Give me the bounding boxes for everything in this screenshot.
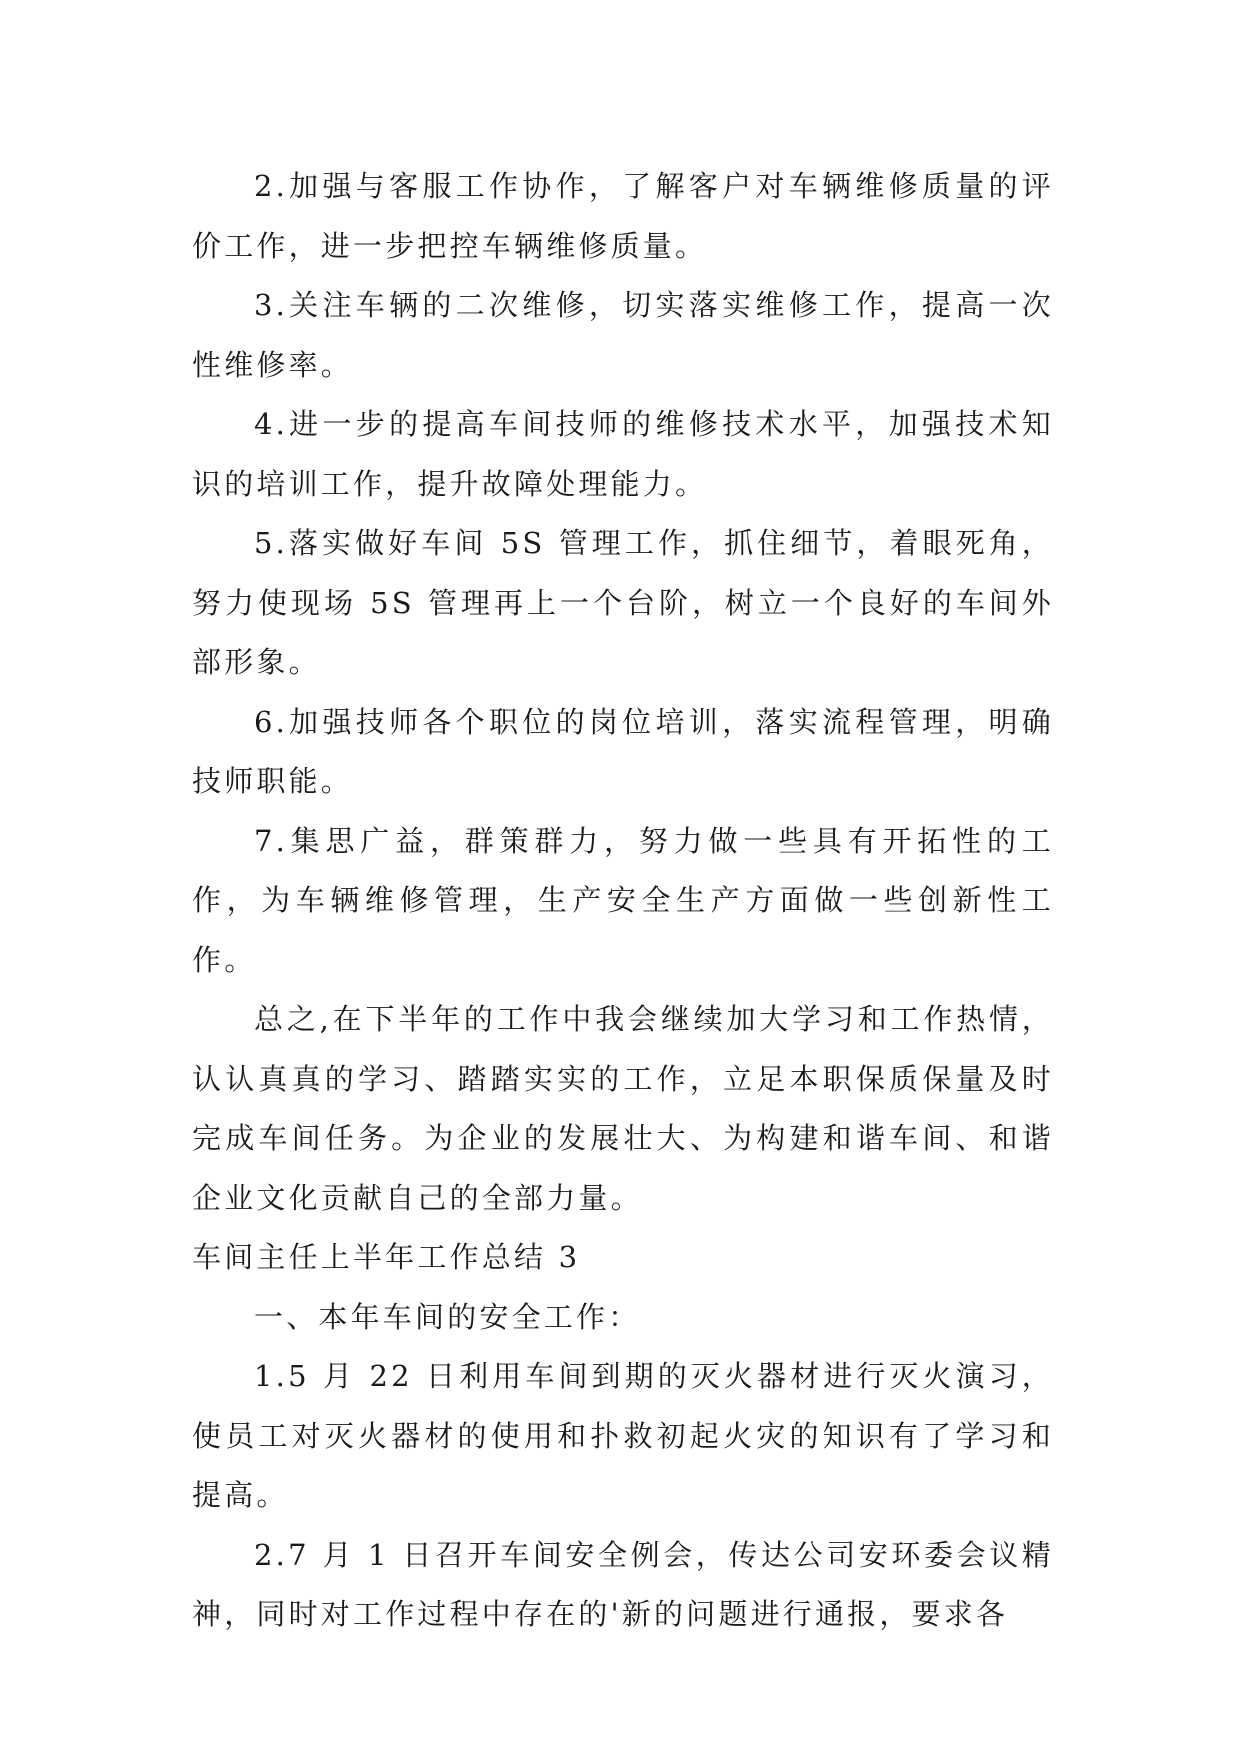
paragraph-item-2: 2.加强与客服工作协作，了解客户对车辆维修质量的评价工作，进一步把控车辆维修质量。 [192, 169, 1054, 263]
paragraph-item-5: 5.落实做好车间 5S 管理工作，抓住细节，着眼死角，努力使现场 5S 管理再上一个台阶，树立一个良好的车间外部形象。 [192, 526, 1054, 679]
paragraph-item-7: 7.集思广益，群策群力，努力做一些具有开拓性的工作，为车辆维修管理，生产安全生产方面做一些创新性工作。 [192, 823, 1054, 977]
section-subheading: 一、本年车间的安全工作： [254, 1299, 641, 1334]
section-paragraph-1: 1.5 月 22 日利用车间到期的灭火器材进行灭火演习，使员工对灭火器材的使用和扑救初起火灾的知识有了学习和提高。 [192, 1359, 1054, 1512]
paragraph-item-4: 4.进一步的提高车间技师的维修技术水平，加强技术知识的培训工作，提升故障处理能力。 [192, 407, 1054, 501]
section-title: 车间主任上半年工作总结 3 [192, 1240, 581, 1274]
section-paragraph-2: 2.7 月 1 日召开车间安全例会，传达公司安环委会议精神，同时对工作过程中存在的'新的问题进行通报，要求各 [192, 1537, 1054, 1631]
paragraph-summary: 总之,在下半年的工作中我会继续加大学习和工作热情，认认真真的学习、踏踏实实的工作，立足本职保质保量及时完成车间任务。为企业的发展壮大、为构建和谐车间、和谐企业文化贡献自己的全部力量。 [192, 1002, 1054, 1215]
document-body [192, 157, 1054, 1645]
paragraph-item-6: 6.加强技师各个职位的岗位培训，落实流程管理，明确技师职能。 [192, 704, 1054, 798]
paragraph-item-3: 3.关注车辆的二次维修，切实落实维修工作，提高一次性维修率。 [192, 288, 1054, 382]
